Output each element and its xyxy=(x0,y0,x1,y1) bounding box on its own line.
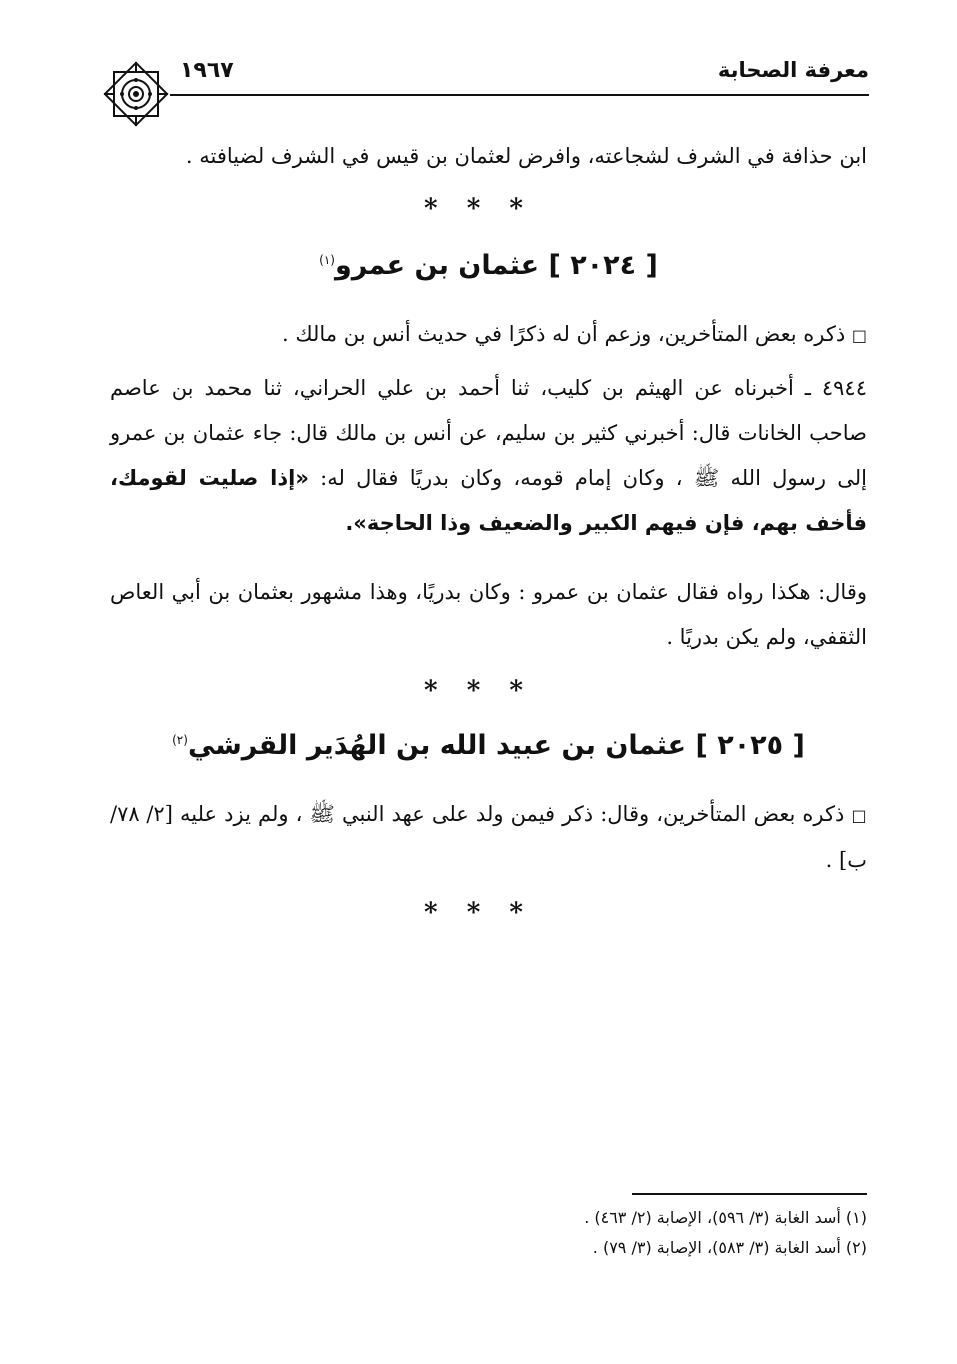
footnote-rule xyxy=(632,1193,867,1195)
entry-2024-intro-text: ذكره بعض المتأخرين، وزعم أن له ذكرًا في حديث أنس بن مالك . xyxy=(281,322,846,346)
hadith-4944-quote: «إذا صليت لقومك، فأخف بهم، فإن فيهم الكبير والضعيف وذا الحاجة». xyxy=(110,466,867,535)
page-number: ١٩٦٧ xyxy=(180,58,234,83)
square-mark-icon: □ xyxy=(851,326,867,345)
hadith-4944-text: ٤٩٤٤ ـ أخبرناه عن الهيثم بن كليب، ثنا أحمد بن علي الحراني، ثنا محمد بن عاصم صاحب الخانات قال: أخبرني كثير بن سليم، عن أنس بن مالك قال: جاء عثمان بن عمرو إلى رسول الله ﷺ ، وكان إمام قومه، وكان بدريًا فقال له: xyxy=(110,376,867,490)
separator-2: * * * xyxy=(424,676,533,706)
entry-2024-intro xyxy=(110,312,867,358)
entry-2024-heading xyxy=(110,250,867,281)
separator-1: * * * xyxy=(424,194,533,224)
entry-2025-heading xyxy=(110,730,867,761)
entry-2025-note-ref: (٢) xyxy=(172,733,188,747)
footnote-2: (٢) أسد الغابة (٣/ ٥٨٣)، الإصابة (٣/ ٧٩) . xyxy=(592,1238,867,1257)
header-rule xyxy=(170,94,869,96)
entry-2025-intro xyxy=(110,792,867,883)
intro-line: ابن حذافة في الشرف لشجاعته، وافرض لعثمان بن قيس في الشرف لضيافته . xyxy=(185,144,867,168)
entry-2025-title: [ ٢٠٢٥ ] عثمان بن عبيد الله بن الهُدَير القرشي xyxy=(187,730,805,761)
hadith-4944 xyxy=(110,366,867,546)
footnote-1: (١) أسد الغابة (٣/ ٥٩٦)، الإصابة (٢/ ٤٦٣) . xyxy=(584,1208,867,1227)
square-mark-icon: □ xyxy=(851,806,867,825)
entry-2024-note-ref: (١) xyxy=(319,253,335,267)
running-title: معرفة الصحابة xyxy=(717,58,869,82)
entry-2025-intro-text: ذكره بعض المتأخرين، وقال: ذكر فيمن ولد على عهد النبي ﷺ ، ولم يزد عليه [٢/ ٧٨/ ب] . xyxy=(110,802,867,872)
ornament-icon xyxy=(100,58,172,130)
entry-2024-comment: وقال: هكذا رواه فقال عثمان بن عمرو : وكان بدريًا، وهذا مشهور بعثمان بن أبي العاص الثقفي، ولم يكن بدريًا . xyxy=(110,580,867,649)
separator-3: * * * xyxy=(424,898,533,928)
entry-2024-title: [ ٢٠٢٤ ] عثمان بن عمرو xyxy=(334,250,658,281)
